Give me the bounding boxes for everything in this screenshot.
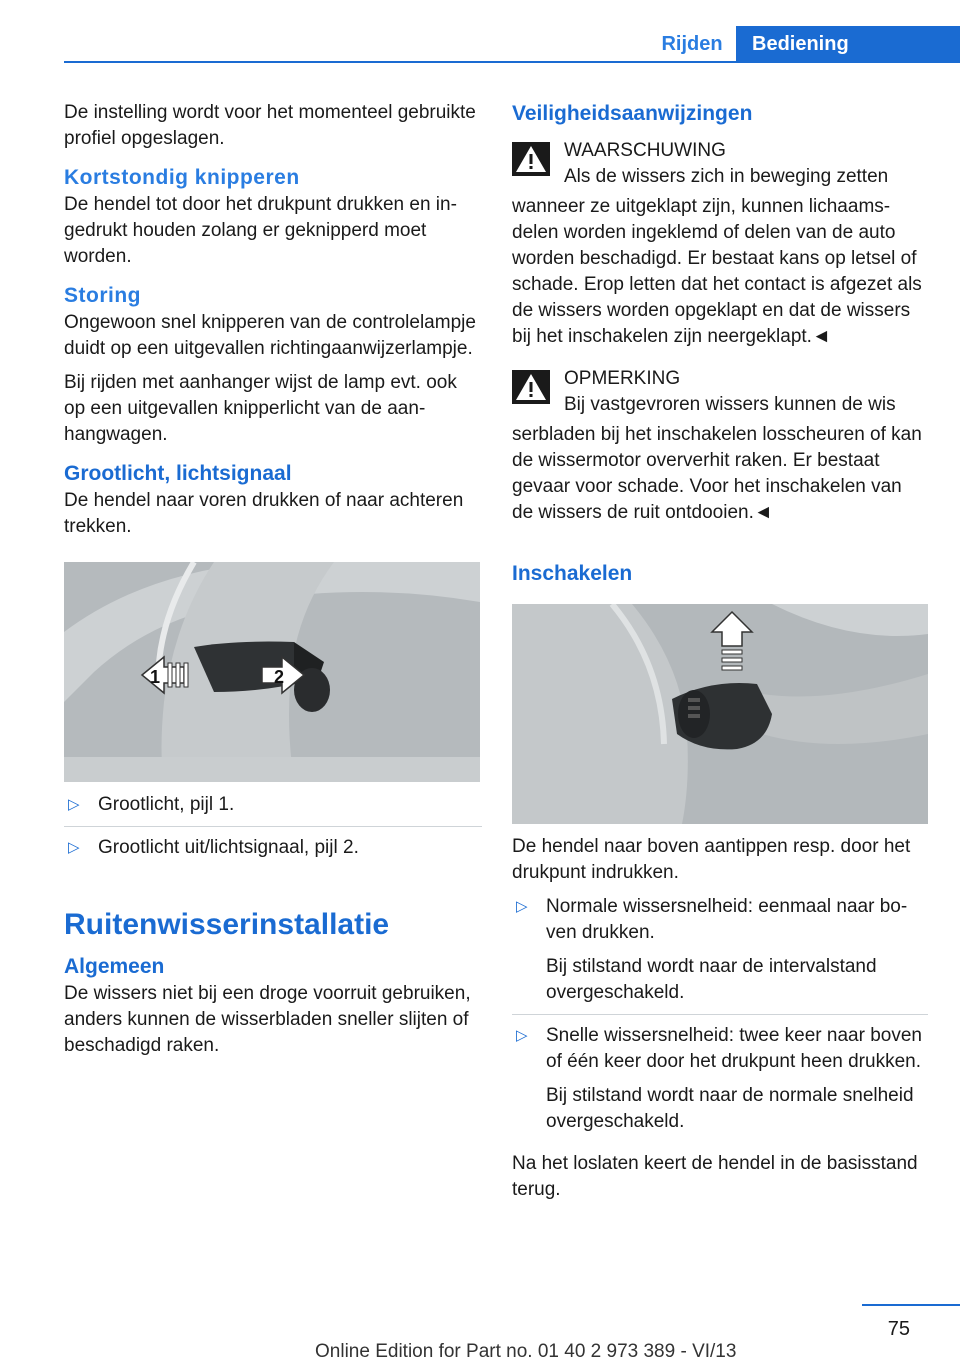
note-text: serbladen bij het inschakelen losscheuren of kan de wissermotor oververhit raken. Er bestaat gevaar voor schade. Voor het inschakelen van de wissers de ruit ontdooien.◄: [512, 424, 922, 523]
heading-veiligheid: Veiligheidsaanwijzingen: [512, 102, 753, 125]
text-grootlicht: De hendel naar voren drukken of naar achteren trekken.: [64, 490, 464, 537]
lever-illustration-svg: [64, 562, 480, 782]
illustration-high-beam-lever: [64, 562, 480, 782]
heading-ruitenwisser: Ruitenwisserinstallatie: [64, 908, 390, 941]
heading-algemeen: Algemeen: [64, 955, 165, 978]
text-algemeen: De wissers niet bij een droge voorruit gebruiken, anders kunnen de wisserbladen sneller slijten of beschadigd raken.: [64, 983, 471, 1056]
warning-triangle-icon: [512, 142, 550, 176]
list-item: ▷ Grootlicht uit/lichtsignaal, pijl 2.: [64, 835, 482, 869]
wiper-illustration-svg: [512, 604, 928, 824]
list-inschakelen: [512, 894, 928, 1143]
arrow-label-1: 1: [150, 667, 161, 687]
text-kortstondig: De hendel tot door het drukpunt drukken en ingedrukt houden zolang er geknipperd moet worden.: [64, 194, 457, 267]
header-chapter-tab[interactable]: Bediening: [736, 26, 960, 62]
triangle-bullet-icon: ▷: [68, 839, 80, 856]
illustration-wiper-lever: [512, 604, 928, 824]
list-item: ▷ Grootlicht, pijl 1.: [64, 792, 482, 827]
note-first-line: Bij vastgevroren wissers kunnen de wis: [564, 394, 896, 415]
page-number: 75: [887, 1318, 910, 1340]
edition-text: Online Edition for Part no. 01 40 2 973 389 - VI/13: [315, 1341, 737, 1362]
list-grootlicht: [64, 792, 482, 869]
footer-rule: [862, 1304, 960, 1306]
list-item: ▷ Snelle wissersnelheid: twee keer naar boven of één keer door het drukpunt heen drukken. Bij stilstand wordt naar de normale snelheid overgeschakeld.: [516, 1025, 922, 1132]
heading-storing: Storing: [64, 284, 141, 307]
text-inschakelen: De hendel naar boven aantippen resp. door het drukpunt indrukken.: [512, 836, 911, 883]
arrow-label-2: 2: [274, 667, 285, 687]
right-column: [512, 100, 928, 1211]
note-block: [512, 366, 928, 526]
warning-title: WAARSCHUWING: [564, 140, 726, 161]
list-item: ▷ Normale wissersnelheid: eenmaal naar boven drukken. Bij stilstand wordt naar de intervalstand overgeschakeld.: [512, 894, 928, 1015]
intro-text: De instelling wordt voor het momenteel gebruikte profiel opgeslagen.: [64, 102, 476, 149]
heading-inschakelen: Inschakelen: [512, 562, 633, 585]
warning-block: [512, 138, 928, 350]
heading-kortstondig: Kortstondig knipperen: [64, 166, 300, 189]
triangle-bullet-icon: ▷: [516, 1027, 528, 1044]
warning-first-line: Als de wissers zich in beweging zetten: [564, 166, 889, 187]
heading-grootlicht: Grootlicht, lichtsignaal: [64, 462, 292, 485]
text-storing-1: Ongewoon snel knipperen van de controlelampje duidt op een uitgevallen richtingaanwijzerlampje.: [64, 312, 476, 359]
text-loslaten: Na het loslaten keert de hendel in de basisstand terug.: [512, 1153, 918, 1200]
triangle-bullet-icon: ▷: [516, 898, 528, 915]
warning-triangle-icon: [512, 370, 550, 404]
note-title: OPMERKING: [564, 368, 681, 389]
triangle-bullet-icon: ▷: [68, 796, 80, 813]
warning-text: wanneer ze uitgeklapt zijn, kunnen lichaamsdelen worden ingeklemd of delen van de auto worden beschadigd. Er bestaat kans op letsel of schade. Erop letten dat het contact is afgezet als de wissers worden opgeklapt en dat de wissers bij het inschakelen zijn neergeklapt.◄: [512, 196, 922, 347]
left-column: [64, 100, 482, 1067]
header-section-tab[interactable]: Rijden: [661, 32, 723, 55]
text-storing-2: Bij rijden met aanhanger wijst de lamp evt. ook op een uitgevallen knipperlicht van de aanhangwagen.: [64, 372, 457, 445]
